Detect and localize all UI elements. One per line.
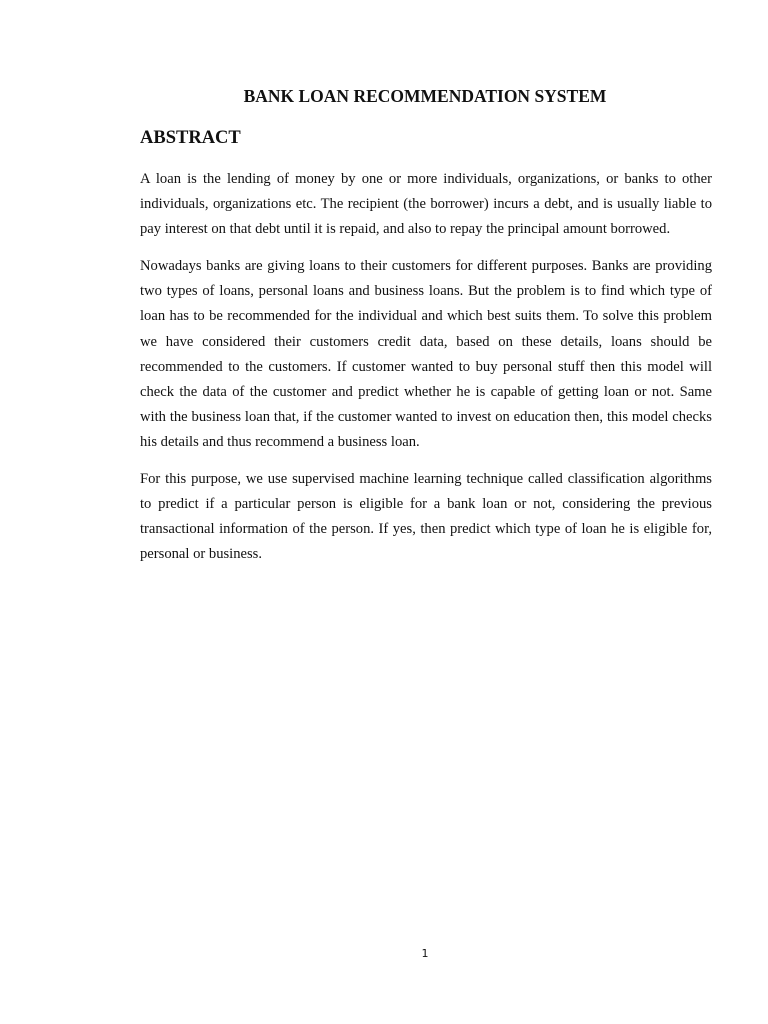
- document-title: BANK LOAN RECOMMENDATION SYSTEM: [243, 86, 607, 106]
- abstract-body: [140, 167, 712, 579]
- section-heading-abstract: ABSTRACT: [140, 128, 241, 148]
- abstract-paragraph-2: Nowadays banks are giving loans to their customers for different purposes. Banks are providing two types of loans, personal loans and business loans. But the problem is to find which type of loan has to be recommended for the individual and which best suits them. To solve this problem we have considered their customers credit data, based on these details, loans should be recommended to the customers. If customer wanted to buy personal stuff then this model will check the data of the customer and predict whether he is capable of getting loan or not. Same with the business loan that, if the customer wanted to invest on education then, this model checks his details and thus recommend a business loan.: [140, 258, 712, 450]
- abstract-paragraph-3: For this purpose, we use supervised machine learning technique called classification algorithms to predict if a particular person is eligible for a bank loan or not, considering the previous transactional information of the person. If yes, then predict which type of loan he is eligible for, personal or business.: [140, 471, 712, 563]
- abstract-paragraph-1: A loan is the lending of money by one or more individuals, organizations, or banks to other individuals, organizations etc. The recipient (the borrower) incurs a debt, and is usually liable to pay interest on that debt until it is repaid, and also to repay the principal amount borrowed.: [140, 171, 712, 238]
- page-number: 1: [421, 947, 429, 960]
